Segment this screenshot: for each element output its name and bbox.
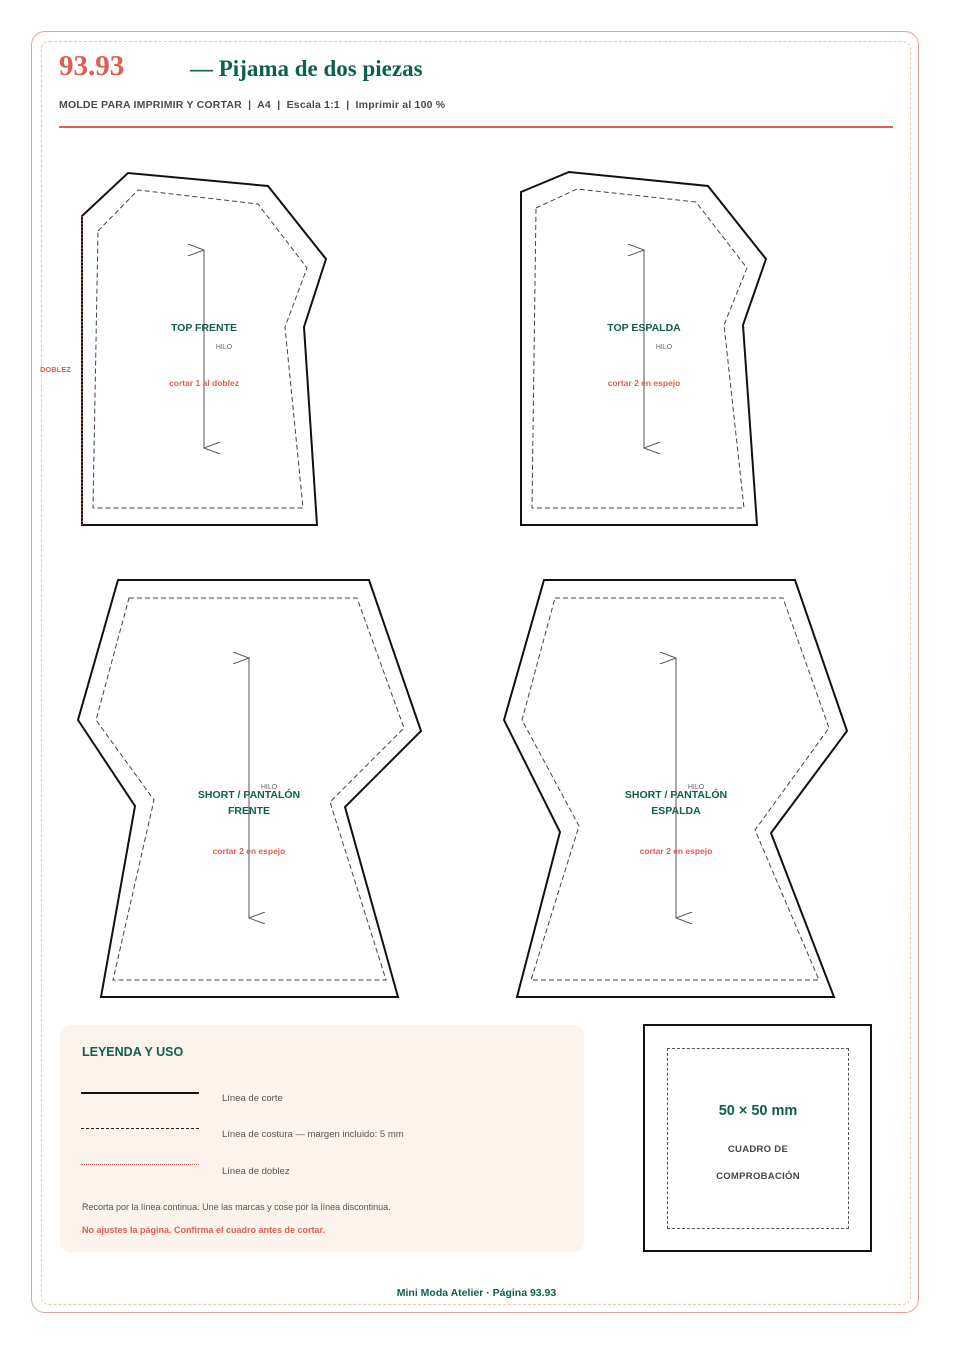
legend-cut-line-label: Línea de corte	[222, 1093, 283, 1104]
legend-panel	[60, 1025, 584, 1252]
piece-top-frente	[40, 173, 326, 525]
piece-short-frente	[78, 580, 421, 997]
piece-short-espalda	[504, 580, 847, 997]
seam-line	[532, 189, 747, 508]
legend-warning: No ajustes la página. Confirma el cuadro antes de cortar.	[82, 1225, 326, 1235]
legend-note: Recorta por la línea continua. Une las marcas y cose por la línea discontinua.	[82, 1202, 391, 1212]
legend-seam-line-sample	[81, 1128, 199, 1129]
check-square-size: 50 × 50 mm	[718, 1103, 798, 1119]
piece-name-line-2: ESPALDA	[651, 805, 701, 817]
piece-name: TOP FRENTE	[170, 322, 238, 334]
fold-label: DOBLEZ	[40, 365, 71, 374]
piece-name-line-1: SHORT / PANTALÓN	[624, 789, 728, 801]
check-square-label-1: CUADRO DE	[727, 1144, 789, 1155]
legend-title: LEYENDA Y USO	[82, 1045, 184, 1059]
page-title: — Pijama de dos piezas	[190, 56, 423, 81]
check-square-label-2: COMPROBACIÓN	[716, 1171, 800, 1182]
seam-line	[93, 190, 307, 508]
legend-seam-line-label: Línea de costura — margen incluido: 5 mm	[222, 1129, 404, 1140]
grain-label: HILO	[687, 784, 705, 791]
piece-name-line-2: FRENTE	[228, 805, 270, 817]
piece-name-line-1: SHORT / PANTALÓN	[197, 789, 301, 801]
check-square	[643, 1024, 872, 1252]
piece-top-espalda	[521, 172, 766, 525]
legend-fold-line-sample	[81, 1164, 199, 1165]
legend-fold-line-label: Línea de doblez	[222, 1166, 290, 1177]
piece-name: TOP ESPALDA	[607, 322, 681, 334]
cut-instruction: cortar 2 en espejo	[212, 846, 286, 856]
grain-label: HILO	[260, 784, 278, 791]
check-square-inner	[667, 1048, 849, 1229]
page-subtitle: MOLDE PARA IMPRIMIR Y CORTAR | A4 | Escala 1:1 | Imprimir al 100 %	[59, 99, 446, 111]
grain-label: HILO	[215, 344, 233, 351]
cut-instruction: cortar 1 al doblez	[169, 378, 239, 388]
cut-instruction: cortar 2 en espejo	[639, 846, 713, 856]
cut-instruction: cortar 2 en espejo	[607, 378, 681, 388]
pattern-number: 93.93	[59, 50, 125, 82]
page-footer: Mini Moda Atelier · Página 93.93	[396, 1287, 557, 1299]
legend-cut-line-sample	[81, 1092, 199, 1094]
grain-label: HILO	[655, 344, 673, 351]
